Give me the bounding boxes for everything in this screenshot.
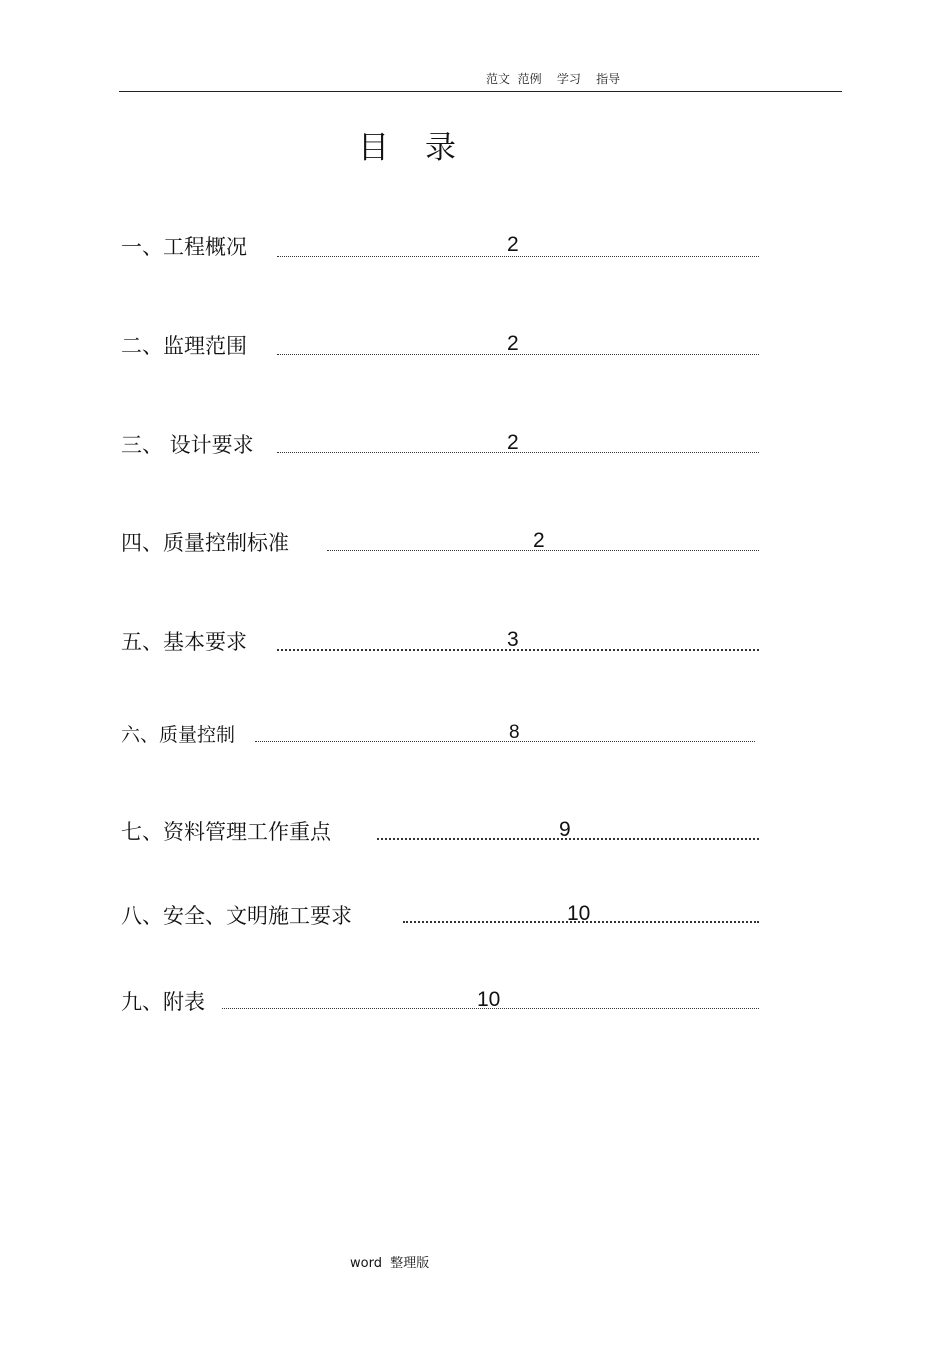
toc-entry[interactable] <box>0 429 950 469</box>
toc-entry-label: 五、基本要求 <box>121 630 247 654</box>
toc-entry-label: 四、质量控制标准 <box>121 531 289 555</box>
toc-page-number: 8 <box>509 722 520 743</box>
toc-page-number: 10 <box>477 988 501 1011</box>
toc-entry-label: 九、附表 <box>121 990 205 1014</box>
toc-page-number: 2 <box>533 529 545 552</box>
toc-dot-leader <box>255 741 755 742</box>
header-divider <box>119 91 842 92</box>
toc-page-number: 3 <box>507 628 519 651</box>
page-header-text: 范文 范例 学习 指导 <box>486 72 621 86</box>
toc-entry-label: 六、质量控制 <box>121 724 236 746</box>
toc-entry-label: 一、工程概况 <box>121 235 247 259</box>
toc-entry[interactable] <box>0 816 950 856</box>
toc-entry[interactable] <box>0 527 950 567</box>
toc-page-number: 9 <box>559 818 571 841</box>
toc-page-number: 2 <box>507 233 519 256</box>
document-title: 目录 <box>358 130 492 166</box>
toc-entry-label: 二、监理范围 <box>121 334 247 358</box>
toc-page-number: 10 <box>567 902 591 925</box>
toc-entry[interactable] <box>0 330 950 370</box>
toc-entry[interactable] <box>0 986 950 1026</box>
toc-entry[interactable] <box>0 231 950 271</box>
page-footer-text: word 整理版 <box>350 1256 430 1271</box>
toc-entry[interactable] <box>0 626 950 666</box>
toc-page-number: 2 <box>507 332 519 355</box>
toc-entry[interactable] <box>0 900 950 940</box>
toc-entry[interactable] <box>0 720 950 760</box>
toc-entry-label: 三、 设计要求 <box>121 433 254 457</box>
toc-entry-label: 八、安全、文明施工要求 <box>121 904 352 928</box>
toc-page-number: 2 <box>507 431 519 454</box>
toc-entry-label: 七、资料管理工作重点 <box>121 820 331 844</box>
